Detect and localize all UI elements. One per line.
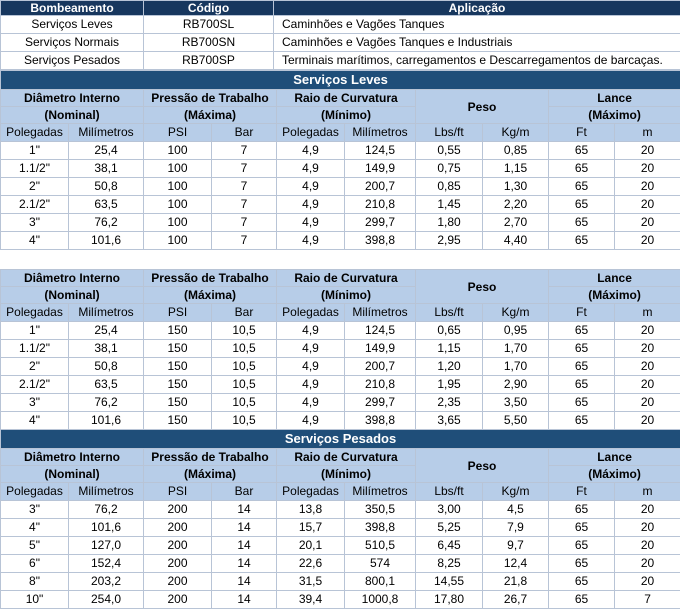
table-cell: 6,45	[416, 537, 483, 555]
table-cell: 350,5	[345, 501, 416, 519]
table-cell: 10,5	[212, 376, 277, 394]
table-cell: 65	[549, 322, 615, 340]
table-cell: 4,9	[277, 394, 345, 412]
table-cell: 50,8	[69, 178, 144, 196]
section-gap-row	[1, 250, 680, 270]
table-cell: 1,30	[483, 178, 549, 196]
table-cell: 14	[212, 537, 277, 555]
unit-header-cell: Polegadas	[1, 124, 69, 142]
table-cell: 200,7	[345, 358, 416, 376]
table-cell: 25,4	[69, 322, 144, 340]
table-cell: 7	[212, 196, 277, 214]
table-cell: 20	[615, 214, 680, 232]
unit-header-cell: Kg/m	[483, 124, 549, 142]
table-cell: 22,6	[277, 555, 345, 573]
table-cell: 10"	[1, 591, 69, 609]
table-cell: 65	[549, 142, 615, 160]
unit-header-cell: Milímetros	[345, 124, 416, 142]
unit-header-cell: PSI	[144, 483, 212, 501]
unit-header-cell: Lbs/ft	[416, 304, 483, 322]
column-group-subheader-row	[1, 466, 680, 483]
table-cell: 210,8	[345, 196, 416, 214]
table-cell: 7	[212, 178, 277, 196]
table-cell: 20	[615, 358, 680, 376]
table-cell: 65	[549, 196, 615, 214]
table-cell: 65	[549, 519, 615, 537]
table-cell: 20	[615, 196, 680, 214]
table-cell: 21,8	[483, 573, 549, 591]
table-cell: 1,15	[416, 340, 483, 358]
table-row	[1, 519, 680, 537]
unit-header-cell: Kg/m	[483, 304, 549, 322]
unit-header-cell: Milímetros	[345, 483, 416, 501]
table-cell: 3"	[1, 394, 69, 412]
unit-header-cell: m	[615, 304, 680, 322]
table-cell: 4,9	[277, 412, 345, 430]
table-cell: 20	[615, 142, 680, 160]
application-cell: Serviços Leves	[1, 16, 144, 34]
table-cell: 5"	[1, 537, 69, 555]
table-cell: 63,5	[69, 376, 144, 394]
header-lance-sub: (Máximo)	[549, 466, 680, 483]
table-cell: 31,5	[277, 573, 345, 591]
table-cell: 4,9	[277, 340, 345, 358]
table-cell: 10,5	[212, 412, 277, 430]
table-row	[1, 573, 680, 591]
header-lance: Lance	[549, 270, 680, 287]
table-cell: 6"	[1, 555, 69, 573]
table-cell: 1,80	[416, 214, 483, 232]
column-group-header-row	[1, 270, 680, 287]
table-cell: 4"	[1, 519, 69, 537]
header-pressao-sub: (Máxima)	[144, 107, 277, 124]
table-cell: 510,5	[345, 537, 416, 555]
table-cell: 124,5	[345, 322, 416, 340]
table-row	[1, 232, 680, 250]
table-cell: 14	[212, 555, 277, 573]
table-cell: 8"	[1, 573, 69, 591]
table-cell: 200	[144, 501, 212, 519]
column-group-subheader-row	[1, 107, 680, 124]
table-cell: 65	[549, 394, 615, 412]
table-cell: 26,7	[483, 591, 549, 609]
header-lance-sub: (Máximo)	[549, 287, 680, 304]
specs-table	[0, 70, 680, 609]
table-row	[1, 412, 680, 430]
table-row	[1, 178, 680, 196]
table-cell: 101,6	[69, 412, 144, 430]
table-cell: 65	[549, 555, 615, 573]
header-peso: Peso	[416, 449, 549, 483]
unit-header-cell: PSI	[144, 124, 212, 142]
unit-header-cell: Bar	[212, 124, 277, 142]
unit-header-cell: Milímetros	[69, 124, 144, 142]
table-cell: 200	[144, 573, 212, 591]
table-cell: 20	[615, 519, 680, 537]
unit-header-cell: Bar	[212, 304, 277, 322]
table-row	[1, 322, 680, 340]
unit-header-row	[1, 124, 680, 142]
header-diametro-sub: (Nominal)	[1, 466, 144, 483]
table-cell: 20	[615, 232, 680, 250]
header-diametro: Diâmetro Interno	[1, 270, 144, 287]
table-cell: 20	[615, 537, 680, 555]
table-cell: 76,2	[69, 214, 144, 232]
table-cell: 150	[144, 340, 212, 358]
table-cell: 2,20	[483, 196, 549, 214]
table-cell: 13,8	[277, 501, 345, 519]
table-cell: 7	[212, 214, 277, 232]
table-cell: 65	[549, 537, 615, 555]
header-lance: Lance	[549, 90, 680, 107]
header-pressao-sub: (Máxima)	[144, 466, 277, 483]
unit-header-cell: Milímetros	[69, 304, 144, 322]
table-cell: 14	[212, 591, 277, 609]
application-row	[1, 16, 680, 34]
table-cell: 100	[144, 232, 212, 250]
table-cell: 150	[144, 322, 212, 340]
table-cell: 20,1	[277, 537, 345, 555]
table-cell: 25,4	[69, 142, 144, 160]
table-cell: 299,7	[345, 394, 416, 412]
table-cell: 2.1/2"	[1, 196, 69, 214]
table-cell: 50,8	[69, 358, 144, 376]
header-raio: Raio de Curvatura	[277, 270, 416, 287]
header-peso: Peso	[416, 270, 549, 304]
table-cell: 12,4	[483, 555, 549, 573]
table-cell: 65	[549, 376, 615, 394]
table-row	[1, 196, 680, 214]
table-row	[1, 591, 680, 609]
table-cell: 4,9	[277, 322, 345, 340]
table-cell: 65	[549, 214, 615, 232]
table-cell: 4,9	[277, 232, 345, 250]
table-cell: 2"	[1, 358, 69, 376]
table-cell: 3,65	[416, 412, 483, 430]
table-cell: 4,40	[483, 232, 549, 250]
application-header-row	[1, 1, 680, 16]
application-cell: RB700SN	[144, 34, 274, 52]
table-cell: 1,45	[416, 196, 483, 214]
application-header-cell: Aplicação	[274, 1, 680, 16]
table-cell: 10,5	[212, 322, 277, 340]
header-raio-sub: (Mínimo)	[277, 107, 416, 124]
unit-header-cell: Ft	[549, 304, 615, 322]
application-table	[0, 0, 680, 70]
table-cell: 1"	[1, 142, 69, 160]
table-cell: 38,1	[69, 160, 144, 178]
table-cell: 127,0	[69, 537, 144, 555]
table-cell: 4,9	[277, 178, 345, 196]
table-cell: 3,50	[483, 394, 549, 412]
header-lance: Lance	[549, 449, 680, 466]
header-raio: Raio de Curvatura	[277, 449, 416, 466]
table-cell: 4,9	[277, 376, 345, 394]
table-cell: 65	[549, 412, 615, 430]
unit-header-cell: Lbs/ft	[416, 124, 483, 142]
table-cell: 2,70	[483, 214, 549, 232]
table-row	[1, 160, 680, 178]
unit-header-cell: Ft	[549, 124, 615, 142]
table-cell: 100	[144, 178, 212, 196]
table-cell: 0,75	[416, 160, 483, 178]
table-cell: 203,2	[69, 573, 144, 591]
table-cell: 3"	[1, 501, 69, 519]
table-cell: 200	[144, 555, 212, 573]
table-row	[1, 555, 680, 573]
table-cell: 7	[212, 142, 277, 160]
table-cell: 65	[549, 358, 615, 376]
table-cell: 4,9	[277, 358, 345, 376]
table-cell: 14	[212, 519, 277, 537]
table-cell: 398,8	[345, 412, 416, 430]
unit-header-cell: Lbs/ft	[416, 483, 483, 501]
table-cell: 8,25	[416, 555, 483, 573]
unit-header-cell: Bar	[212, 483, 277, 501]
table-cell: 65	[549, 573, 615, 591]
table-cell: 4,9	[277, 142, 345, 160]
table-cell: 150	[144, 412, 212, 430]
table-cell: 20	[615, 412, 680, 430]
table-cell: 63,5	[69, 196, 144, 214]
table-cell: 0,55	[416, 142, 483, 160]
table-cell: 14,55	[416, 573, 483, 591]
table-cell: 65	[549, 178, 615, 196]
table-cell: 100	[144, 160, 212, 178]
table-cell: 150	[144, 376, 212, 394]
table-cell: 0,95	[483, 322, 549, 340]
table-cell: 10,5	[212, 340, 277, 358]
table-cell: 0,85	[416, 178, 483, 196]
table-cell: 0,65	[416, 322, 483, 340]
table-cell: 101,6	[69, 232, 144, 250]
table-cell: 200	[144, 591, 212, 609]
unit-header-cell: Kg/m	[483, 483, 549, 501]
table-cell: 65	[549, 591, 615, 609]
table-cell: 38,1	[69, 340, 144, 358]
table-cell: 299,7	[345, 214, 416, 232]
unit-header-cell: m	[615, 483, 680, 501]
table-cell: 124,5	[345, 142, 416, 160]
application-cell: Caminhões e Vagões Tanques	[274, 16, 680, 34]
table-cell: 20	[615, 178, 680, 196]
table-cell: 4,9	[277, 214, 345, 232]
table-row	[1, 537, 680, 555]
table-row	[1, 358, 680, 376]
application-cell: Serviços Pesados	[1, 52, 144, 70]
table-row	[1, 340, 680, 358]
table-row	[1, 394, 680, 412]
table-cell: 76,2	[69, 501, 144, 519]
table-cell: 1,70	[483, 340, 549, 358]
header-diametro: Diâmetro Interno	[1, 449, 144, 466]
table-cell: 1.1/2"	[1, 340, 69, 358]
table-cell: 14	[212, 501, 277, 519]
table-cell: 1000,8	[345, 591, 416, 609]
header-pressao: Pressão de Trabalho	[144, 449, 277, 466]
table-cell: 150	[144, 394, 212, 412]
table-cell: 574	[345, 555, 416, 573]
table-cell: 65	[549, 501, 615, 519]
application-cell: Terminais marítimos, carregamentos e Descarregamentos de barcaças.	[274, 52, 680, 70]
table-cell: 7	[212, 232, 277, 250]
table-cell: 5,25	[416, 519, 483, 537]
application-header-cell: Código	[144, 1, 274, 16]
table-cell: 4,9	[277, 196, 345, 214]
table-cell: 200	[144, 537, 212, 555]
unit-header-cell: Milímetros	[69, 483, 144, 501]
unit-header-cell: Polegadas	[277, 483, 345, 501]
header-diametro: Diâmetro Interno	[1, 90, 144, 107]
section-title: Serviços Leves	[1, 71, 680, 90]
table-cell: 1,20	[416, 358, 483, 376]
unit-header-row	[1, 304, 680, 322]
unit-header-cell: m	[615, 124, 680, 142]
table-cell: 100	[144, 142, 212, 160]
table-cell: 1,70	[483, 358, 549, 376]
unit-header-cell: Ft	[549, 483, 615, 501]
table-cell: 1"	[1, 322, 69, 340]
table-cell: 20	[615, 555, 680, 573]
table-cell: 76,2	[69, 394, 144, 412]
table-cell: 4"	[1, 232, 69, 250]
table-row	[1, 376, 680, 394]
table-cell: 152,4	[69, 555, 144, 573]
table-cell: 20	[615, 340, 680, 358]
application-cell: RB700SL	[144, 16, 274, 34]
application-cell: Caminhões e Vagões Tanques e Industriais	[274, 34, 680, 52]
table-row	[1, 142, 680, 160]
table-cell: 7	[615, 591, 680, 609]
table-cell: 9,7	[483, 537, 549, 555]
table-row	[1, 214, 680, 232]
table-cell: 65	[549, 232, 615, 250]
application-cell: RB700SP	[144, 52, 274, 70]
table-cell: 39,4	[277, 591, 345, 609]
header-pressao: Pressão de Trabalho	[144, 270, 277, 287]
unit-header-cell: Polegadas	[1, 483, 69, 501]
unit-header-cell: Polegadas	[277, 124, 345, 142]
table-cell: 5,50	[483, 412, 549, 430]
header-peso: Peso	[416, 90, 549, 124]
column-group-header-row	[1, 90, 680, 107]
table-cell: 15,7	[277, 519, 345, 537]
table-cell: 20	[615, 322, 680, 340]
table-cell: 20	[615, 573, 680, 591]
application-row	[1, 34, 680, 52]
table-cell: 150	[144, 358, 212, 376]
application-header-cell: Bombeamento	[1, 1, 144, 16]
table-cell: 2"	[1, 178, 69, 196]
table-cell: 65	[549, 160, 615, 178]
table-cell: 398,8	[345, 519, 416, 537]
application-row	[1, 52, 680, 70]
table-cell: 210,8	[345, 376, 416, 394]
table-cell: 100	[144, 196, 212, 214]
table-cell: 149,9	[345, 160, 416, 178]
header-raio-sub: (Mínimo)	[277, 466, 416, 483]
table-cell: 149,9	[345, 340, 416, 358]
table-cell: 101,6	[69, 519, 144, 537]
unit-header-row	[1, 483, 680, 501]
table-cell: 65	[549, 340, 615, 358]
table-cell: 2,95	[416, 232, 483, 250]
section-title	[1, 250, 680, 270]
table-cell: 10,5	[212, 394, 277, 412]
header-pressao: Pressão de Trabalho	[144, 90, 277, 107]
table-cell: 2,90	[483, 376, 549, 394]
table-cell: 17,80	[416, 591, 483, 609]
header-raio: Raio de Curvatura	[277, 90, 416, 107]
header-diametro-sub: (Nominal)	[1, 107, 144, 124]
table-cell: 1,15	[483, 160, 549, 178]
table-cell: 20	[615, 394, 680, 412]
table-row	[1, 501, 680, 519]
table-cell: 200,7	[345, 178, 416, 196]
table-cell: 20	[615, 376, 680, 394]
table-cell: 1.1/2"	[1, 160, 69, 178]
table-cell: 20	[615, 501, 680, 519]
table-cell: 7,9	[483, 519, 549, 537]
table-cell: 1,95	[416, 376, 483, 394]
table-cell: 4"	[1, 412, 69, 430]
table-cell: 800,1	[345, 573, 416, 591]
table-cell: 200	[144, 519, 212, 537]
table-cell: 0,85	[483, 142, 549, 160]
section-title-row	[1, 430, 680, 449]
table-cell: 10,5	[212, 358, 277, 376]
table-cell: 20	[615, 160, 680, 178]
table-cell: 4,9	[277, 160, 345, 178]
section-title-row	[1, 71, 680, 90]
table-cell: 7	[212, 160, 277, 178]
table-cell: 398,8	[345, 232, 416, 250]
header-raio-sub: (Mínimo)	[277, 287, 416, 304]
header-lance-sub: (Máximo)	[549, 107, 680, 124]
unit-header-cell: Polegadas	[1, 304, 69, 322]
table-cell: 3"	[1, 214, 69, 232]
table-cell: 3,00	[416, 501, 483, 519]
unit-header-cell: PSI	[144, 304, 212, 322]
table-cell: 4,5	[483, 501, 549, 519]
table-cell: 2,35	[416, 394, 483, 412]
column-group-subheader-row	[1, 287, 680, 304]
header-diametro-sub: (Nominal)	[1, 287, 144, 304]
table-cell: 14	[212, 573, 277, 591]
column-group-header-row	[1, 449, 680, 466]
unit-header-cell: Polegadas	[277, 304, 345, 322]
section-title: Serviços Pesados	[1, 430, 680, 449]
table-cell: 2.1/2"	[1, 376, 69, 394]
table-cell: 100	[144, 214, 212, 232]
header-pressao-sub: (Máxima)	[144, 287, 277, 304]
unit-header-cell: Milímetros	[345, 304, 416, 322]
table-cell: 254,0	[69, 591, 144, 609]
application-cell: Serviços Normais	[1, 34, 144, 52]
